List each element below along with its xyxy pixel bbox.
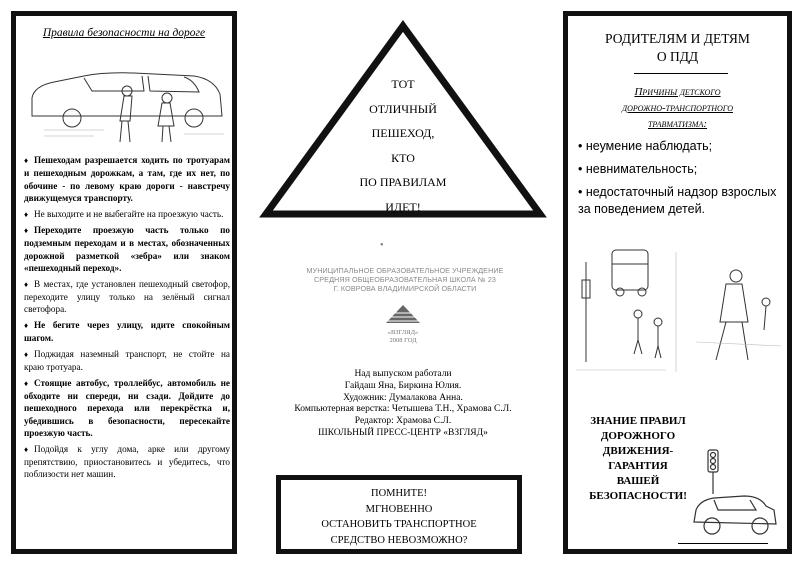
decorative-dot: • — [380, 240, 384, 251]
rule-item: ♦ Пешеходам разрешается ходить по тротуарам и пешеходным дорожкам, а там, где их нет, по обочине - по левому краю дороги - навстречу движущемуся транспорту. — [24, 155, 230, 204]
car-and-pedestrians-illustration — [24, 46, 229, 146]
cause-item: • неумение наблюдать; — [578, 139, 713, 153]
cause-item: • недостаточный надзор взрослых за поведением детей. — [578, 185, 777, 216]
triangle-slogan: ТОТ ОТЛИЧНЫЙ ПЕШЕХОД, КТО ПО ПРАВИЛАМ ИДЕТ! — [359, 77, 447, 214]
safety-rules-list — [24, 154, 230, 484]
right-panel — [563, 11, 792, 554]
left-panel — [11, 11, 237, 554]
causes-subheading: Причины детского дорожно-транспортного травматизма: — [622, 86, 733, 130]
car-with-traffic-light-illustration — [684, 444, 784, 544]
diamond-bullet-icon: ♦ — [24, 378, 29, 388]
right-panel-heading: РОДИТЕЛЯМ И ДЕТЯМ О ПДД — [605, 31, 750, 64]
rule-item: ♦ Переходите проезжую часть только по подземным переходам и в местах, обозначенных дорожной разметкой «зебра» или знаком «пешеходный переход». — [24, 225, 230, 274]
diamond-bullet-icon: ♦ — [24, 156, 29, 165]
credits: Над выпуском работали Гайдаш Яна, Биркина Юлия. Художник: Думалакова Анна. Компьютерная верстка: Четышева Т.Н., Храмова С.Л. Редактор: Храмова С.Л. ШКОЛЬНЫЙ ПРЕСС-ЦЕНТР «ВЗГЛЯД» — [294, 369, 512, 438]
heading-divider — [634, 73, 728, 74]
rule-item: ♦ Не выходите и не выбегайте на проезжую часть. — [24, 208, 230, 221]
knowledge-slogan: ЗНАНИЕ ПРАВИЛ ДОРОЖНОГО ДВИЖЕНИЯ- ГАРАНТИЯ ВАШЕЙ БЕЗОПАСНОСТИ! — [589, 415, 687, 502]
diamond-bullet-icon: ♦ — [24, 279, 29, 289]
bottom-divider — [678, 543, 768, 544]
diamond-bullet-icon: ♦ — [24, 209, 29, 219]
diamond-bullet-icon: ♦ — [24, 226, 29, 236]
school-name: МУНИЦИПАЛЬНОЕ ОБРАЗОВАТЕЛЬНОЕ УЧРЕЖДЕНИЕ СРЕДНЯЯ ОБЩЕОБРАЗОВАТЕЛЬНАЯ ШКОЛА № 23 Г. КОВРОВА ВЛАДИМИРСКОЙ ОБЛАСТИ — [306, 266, 504, 293]
cause-item: • невнимательность; — [578, 162, 698, 176]
children-on-road-illustration — [576, 242, 786, 377]
logo-year: 2008 ГОД — [389, 337, 417, 344]
rule-item: ♦ Стоящие автобус, троллейбус, автомобиль не обходите ни спереди, ни сзади. Дойдите до пешеходного перехода или перекрёстка и, убедившись в безопасности, пересекайте проезжую часть. — [24, 377, 230, 439]
diamond-bullet-icon: ♦ — [24, 349, 29, 359]
diamond-bullet-icon: ♦ — [24, 320, 29, 330]
press-center-logo-icon — [380, 303, 426, 327]
diamond-bullet-icon: ♦ — [24, 444, 29, 454]
left-panel-title: Правила безопасности на дороге — [42, 27, 206, 39]
rule-item: ♦ Подойдя к углу дома, арке или другому препятствию, приостановитесь и убедитесь, что поблизости нет машин. — [24, 443, 230, 480]
rule-item: ♦ В местах, где установлен пешеходный светофор, переходите улицу только на зелёный сигнал светофора. — [24, 278, 230, 315]
logo-name: «ВЗГЛЯД» — [387, 329, 419, 336]
rule-item: ♦ Поджидая наземный транспорт, не стойте на краю тротуара. — [24, 348, 230, 373]
remember-box: ПОМНИТЕ! МГНОВЕННО ОСТАНОВИТЬ ТРАНСПОРТНОЕ СРЕДСТВО НЕВОЗМОЖНО? — [276, 475, 522, 554]
causes-list — [578, 138, 783, 224]
rule-item: ♦ Не бегите через улицу, идите спокойным шагом. — [24, 319, 230, 344]
